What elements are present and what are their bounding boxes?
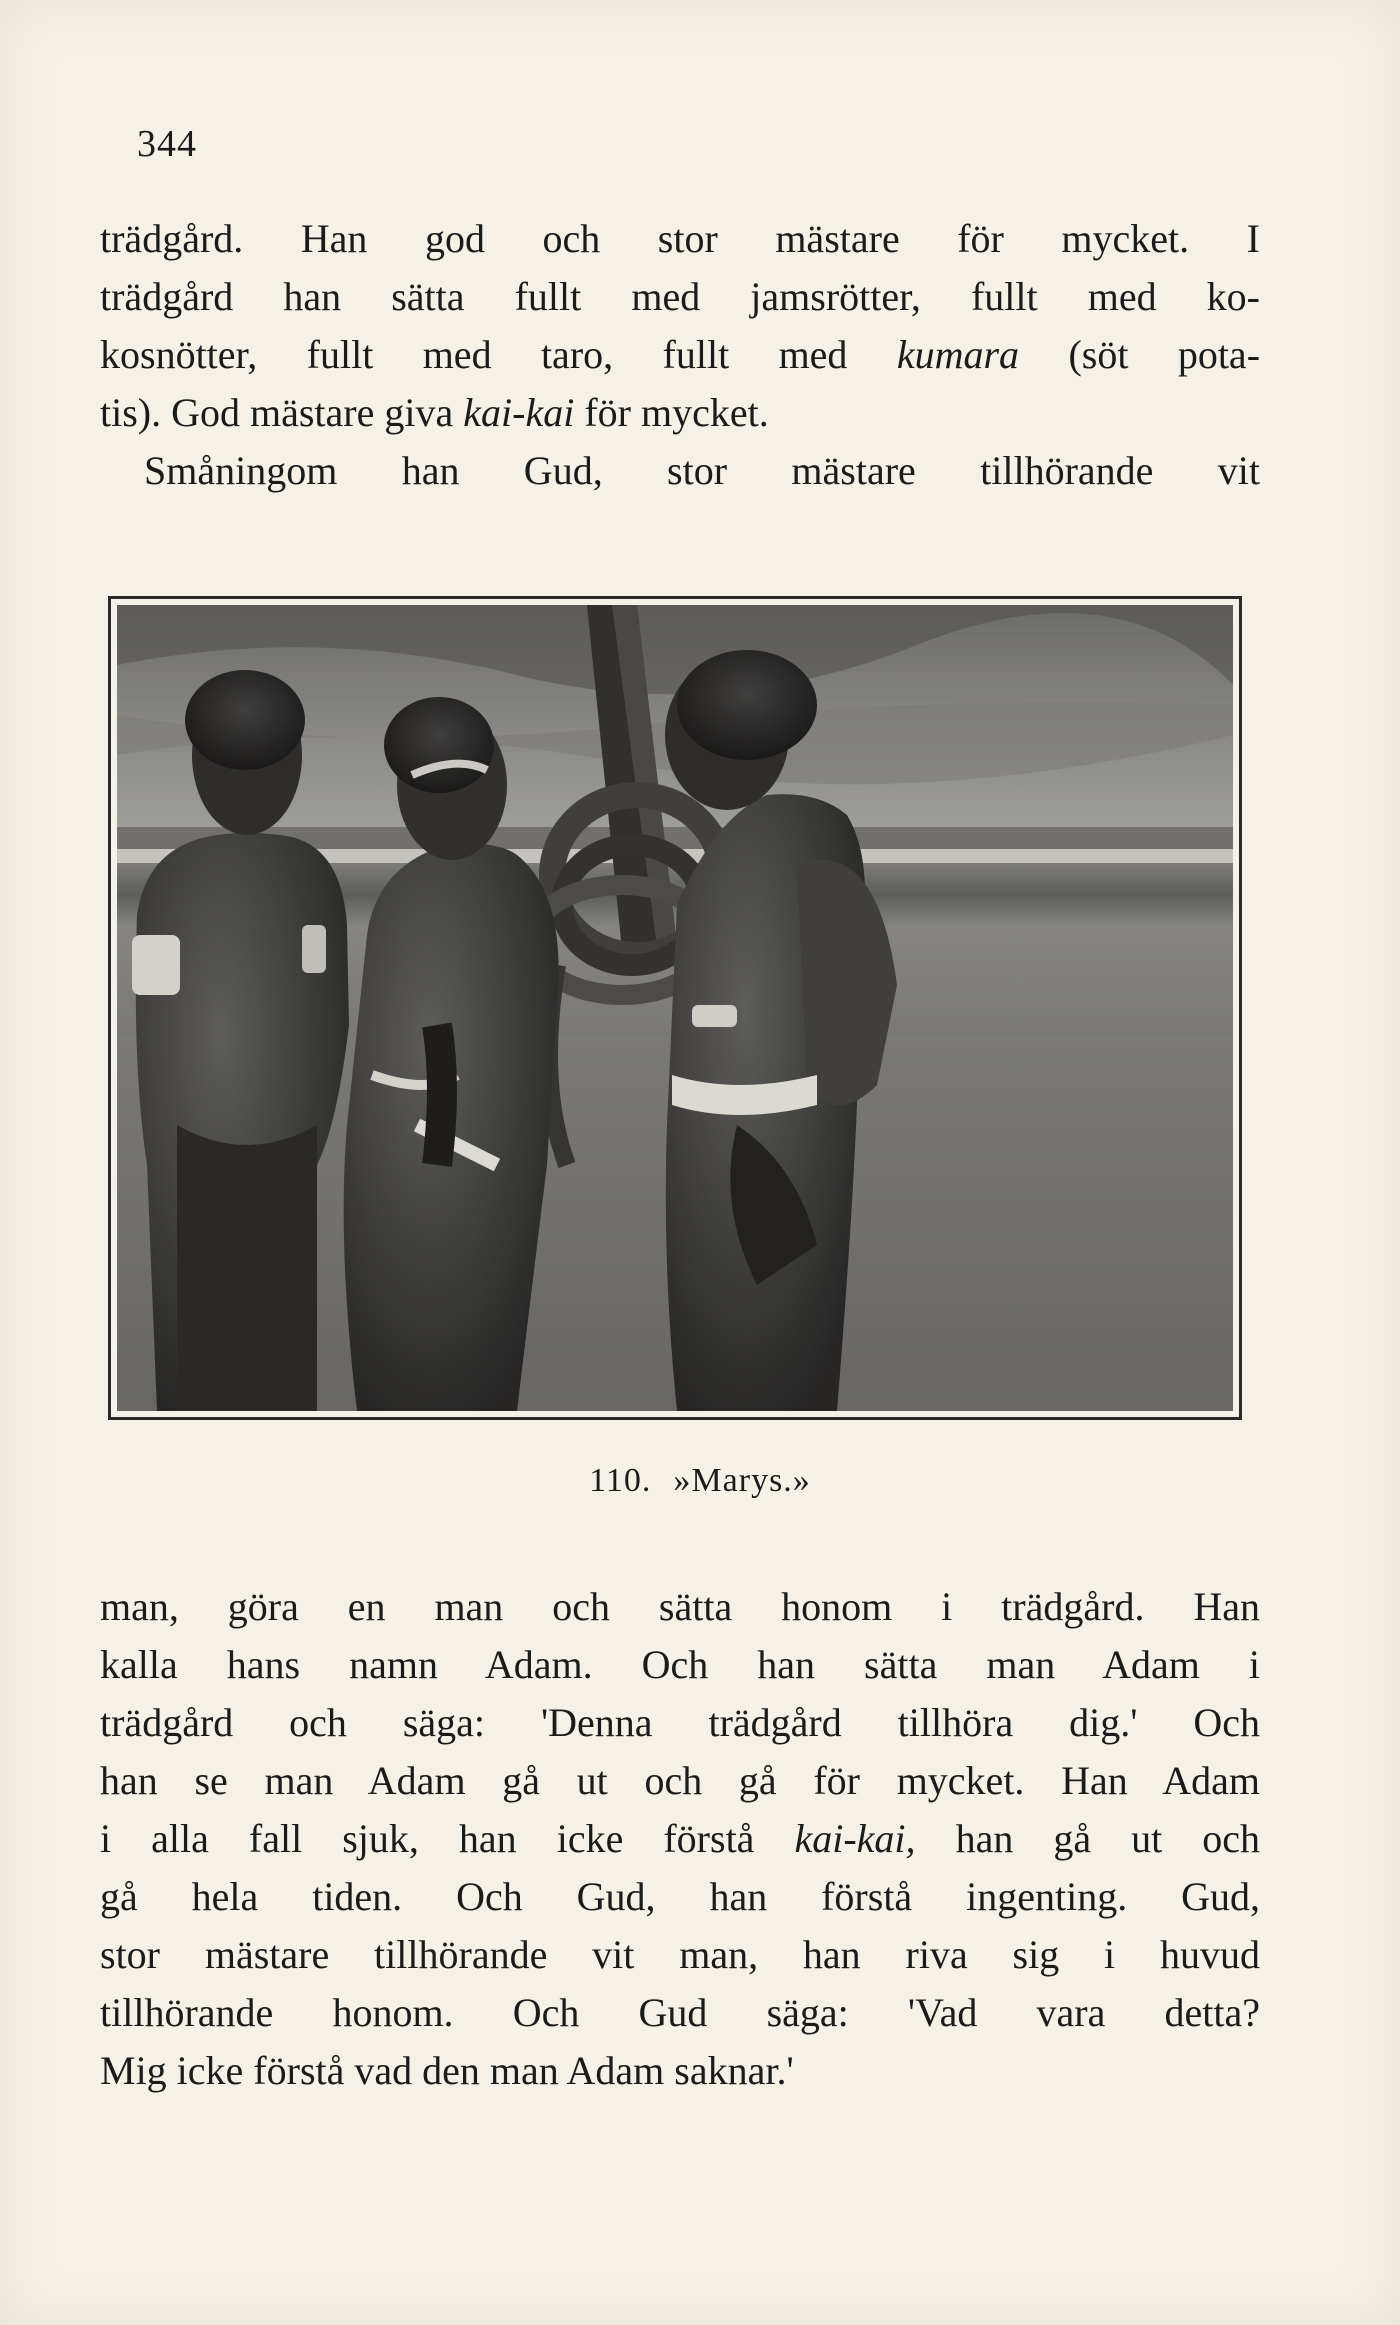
text-segment: (söt pota- — [1068, 332, 1261, 377]
figure-title: »Marys.» — [673, 1462, 811, 1499]
photograph — [117, 605, 1233, 1411]
text-line: man, göra en man och sätta honom i trädgård. Han — [100, 1584, 1260, 1629]
italic-word: kai-kai — [463, 390, 575, 435]
bottom-paragraph — [100, 1578, 1260, 2100]
text-line: trädgård han sätta fullt med jamsrötter, fullt med ko- — [100, 274, 1260, 319]
text-line: gå hela tiden. Och Gud, han förstå ingenting. Gud, — [100, 1874, 1260, 1919]
text-line: Mig icke förstå vad den man Adam saknar.' — [100, 2048, 794, 2093]
text-segment: i alla fall sjuk, han icke förstå — [100, 1816, 755, 1861]
italic-word: kai-kai, — [794, 1816, 916, 1861]
page-number: 344 — [137, 123, 197, 165]
text-line: stor mästare tillhörande vit man, han riva sig i huvud — [100, 1932, 1260, 1977]
text-line — [100, 326, 1260, 384]
text-line: Småningom han Gud, stor mästare tillhörande vit — [144, 448, 1260, 493]
text-line — [100, 1810, 1260, 1868]
text-line: han se man Adam gå ut och gå för mycket. Han Adam — [100, 1758, 1260, 1803]
text-segment: kosnötter, fullt med taro, fullt med — [100, 332, 848, 377]
text-line: kalla hans namn Adam. Och han sätta man Adam i — [100, 1642, 1260, 1687]
italic-word: kumara — [896, 332, 1020, 377]
text-segment: han gå ut och — [955, 1816, 1261, 1861]
figure-caption — [0, 1462, 1400, 1500]
figure-number: 110. — [589, 1462, 652, 1499]
text-segment: tis). God mästare giva — [100, 390, 454, 435]
text-line: trädgård och säga: 'Denna trädgård tillhöra dig.' Och — [100, 1700, 1260, 1745]
photograph-frame — [108, 596, 1242, 1420]
top-paragraph — [100, 210, 1260, 500]
text-line: tillhörande honom. Och Gud säga: 'Vad vara detta? — [100, 1990, 1260, 2035]
text-segment: för mycket. — [584, 390, 769, 435]
text-line: trädgård. Han god och stor mästare för mycket. I — [100, 216, 1260, 261]
text-line — [100, 384, 1260, 442]
